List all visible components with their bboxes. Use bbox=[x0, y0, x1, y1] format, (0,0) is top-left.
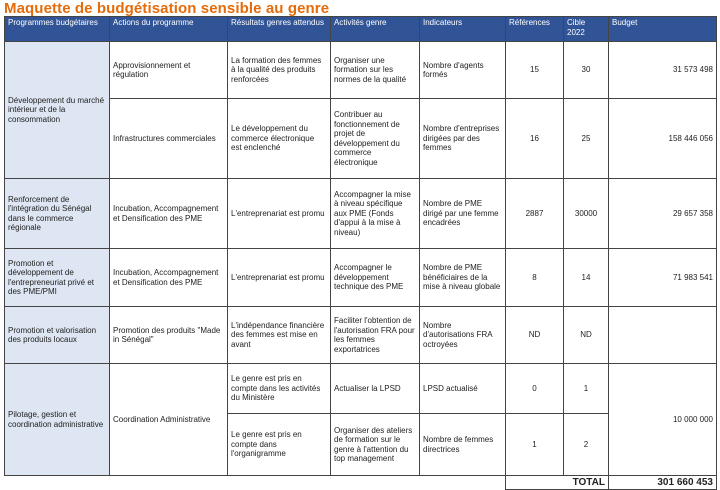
activite-cell: Actualiser la LPSD bbox=[331, 364, 420, 414]
cible-cell: 30000 bbox=[564, 179, 609, 249]
budget-table bbox=[4, 16, 717, 490]
table-row bbox=[5, 42, 717, 99]
reference-cell: ND bbox=[506, 307, 564, 364]
page-title: Maquette de budgétisation sensible au genre bbox=[4, 0, 330, 17]
budget-cell: 31 573 498 bbox=[609, 42, 717, 99]
table-row bbox=[5, 307, 717, 364]
indicateur-cell: Nombre d'agents formés bbox=[420, 42, 506, 99]
activite-cell: Organiser des ateliers de formation sur le genre à l'attention du top management bbox=[331, 414, 420, 476]
header-cible: Cible 2022 bbox=[564, 17, 609, 42]
indicateur-cell: Nombre d'autorisations FRA octroyées bbox=[420, 307, 506, 364]
indicateur-cell: Nombre de PME bénéficiaires de la mise à niveau globale bbox=[420, 249, 506, 307]
resultat-cell: Le développement du commerce électronique est enclenché bbox=[228, 99, 331, 179]
programme-cell: Renforcement de l'intégration du Sénégal dans le commerce régionale bbox=[5, 179, 110, 249]
table-row bbox=[5, 249, 717, 307]
resultat-cell: L'entreprenariat est promu bbox=[228, 249, 331, 307]
budget-cell: 10 000 000 bbox=[609, 364, 717, 476]
table-row bbox=[5, 179, 717, 249]
activite-cell: Accompagner la mise à niveau spécifique aux PME (Fonds d'appui à la mise à niveau) bbox=[331, 179, 420, 249]
reference-cell: 1 bbox=[506, 414, 564, 476]
header-programmes: Programmes budgétaires bbox=[5, 17, 110, 42]
header-resultats: Résultats genres attendus bbox=[228, 17, 331, 42]
action-cell: Incubation, Accompagnement et Densification des PME bbox=[110, 249, 228, 307]
reference-cell: 2887 bbox=[506, 179, 564, 249]
header-budget: Budget bbox=[609, 17, 717, 42]
budget-cell: 158 446 056 bbox=[609, 99, 717, 179]
indicateur-cell: Nombre de PME dirigé par une femme encadrées bbox=[420, 179, 506, 249]
total-row bbox=[5, 476, 717, 490]
reference-cell: 15 bbox=[506, 42, 564, 99]
budget-cell: 29 657 358 bbox=[609, 179, 717, 249]
resultat-cell: Le genre est pris en compte dans l'organigramme bbox=[228, 414, 331, 476]
activite-cell: Organiser une formation sur les normes de la qualité bbox=[331, 42, 420, 99]
resultat-cell: L'entreprenariat est promu bbox=[228, 179, 331, 249]
programme-cell: Développement du marché intérieur et de la consommation bbox=[5, 42, 110, 179]
programme-cell: Promotion et valorisation des produits locaux bbox=[5, 307, 110, 364]
cible-cell: 14 bbox=[564, 249, 609, 307]
reference-cell: 8 bbox=[506, 249, 564, 307]
indicateur-cell: Nombre de femmes directrices bbox=[420, 414, 506, 476]
reference-cell: 0 bbox=[506, 364, 564, 414]
header-activites: Activités genre bbox=[331, 17, 420, 42]
indicateur-cell: LPSD actualisé bbox=[420, 364, 506, 414]
cible-cell: ND bbox=[564, 307, 609, 364]
resultat-cell: L'indépendance financière des femmes est mise en avant bbox=[228, 307, 331, 364]
action-cell: Infrastructures commerciales bbox=[110, 99, 228, 179]
table-row bbox=[5, 99, 717, 179]
action-cell: Coordination Administrative bbox=[110, 364, 228, 476]
budget-cell bbox=[609, 307, 717, 364]
total-value: 301 660 453 bbox=[609, 476, 717, 490]
programme-cell: Promotion et développement de l'entrepreneuriat privé et des PME/PMI bbox=[5, 249, 110, 307]
programme-cell: Pilotage, gestion et coordination administrative bbox=[5, 364, 110, 476]
indicateur-cell: Nombre d'entreprises dirigées par des femmes bbox=[420, 99, 506, 179]
table-row bbox=[5, 364, 717, 414]
cible-cell: 30 bbox=[564, 42, 609, 99]
header-references: Références bbox=[506, 17, 564, 42]
resultat-cell: Le genre est pris en compte dans les activités du Ministère bbox=[228, 364, 331, 414]
cible-cell: 1 bbox=[564, 364, 609, 414]
activite-cell: Accompagner le développement technique des PME bbox=[331, 249, 420, 307]
total-label: TOTAL bbox=[506, 476, 609, 490]
reference-cell: 16 bbox=[506, 99, 564, 179]
header-indicateurs: Indicateurs bbox=[420, 17, 506, 42]
action-cell: Promotion des produits "Made in Sénégal" bbox=[110, 307, 228, 364]
cible-cell: 2 bbox=[564, 414, 609, 476]
activite-cell: Faciliter l'obtention de l'autorisation FRA pour les femmes exportatrices bbox=[331, 307, 420, 364]
action-cell: Incubation, Accompagnement et Densification des PME bbox=[110, 179, 228, 249]
header-actions: Actions du programme bbox=[110, 17, 228, 42]
activite-cell: Contribuer au fonctionnement de projet de développement du commerce électronique bbox=[331, 99, 420, 179]
header-row bbox=[5, 17, 717, 42]
budget-cell: 71 983 541 bbox=[609, 249, 717, 307]
action-cell: Approvisionnement et régulation bbox=[110, 42, 228, 99]
cible-cell: 25 bbox=[564, 99, 609, 179]
resultat-cell: La formation des femmes à la qualité des produits renforcées bbox=[228, 42, 331, 99]
total-spacer bbox=[5, 476, 506, 490]
